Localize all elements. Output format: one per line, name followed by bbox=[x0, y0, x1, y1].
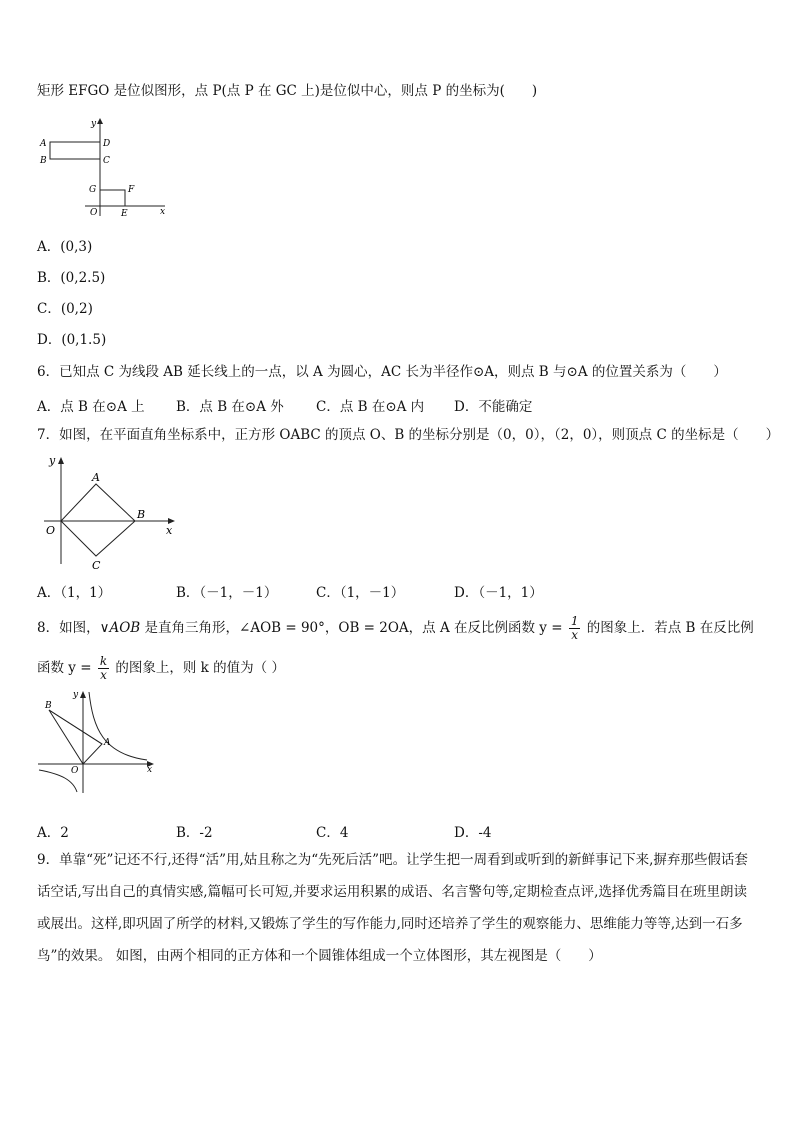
q5-label-e: E bbox=[121, 209, 128, 219]
q5-figure bbox=[35, 116, 175, 220]
q7-figure bbox=[40, 452, 180, 572]
q5-label-c: C bbox=[103, 156, 110, 166]
q7-option-d: D．（－1，1） bbox=[454, 585, 543, 601]
q8-figure bbox=[35, 688, 160, 798]
q8-label-y: y bbox=[73, 690, 79, 700]
q8-stem-part-a: 8．如图， bbox=[37, 620, 100, 636]
q5-label-g: G bbox=[89, 185, 97, 195]
q5-option-d: D．(0,1.5) bbox=[37, 332, 107, 348]
q5-option-b: B．(0,2.5) bbox=[37, 270, 106, 286]
q7-label-o: O bbox=[46, 524, 56, 537]
q9-paragraph: 9．单靠“死”记还不行,还得“活”用,姑且称之为“先死后活”吧。让学生把一周看到或听到的新鲜事记下来,摒弃那些假话套话空话,写出自己的真情实感,篇幅可长可短,并要求运用积累的成语、名言警句等,定期检查点评,选择优秀篇目在班里朗读或展出。这样,即巩固了所学的材料,又锻炼了学生的写作能力,同时还培养了学生的观察能力、思维能力等等,达到一石多鸟”的效果。 如图，由两个相同的正方体和一个圆锥体组成一个立体图形，其左视图是（ ） bbox=[37, 852, 748, 964]
q7-label-b: B bbox=[137, 508, 146, 521]
q8-fraction-1-denominator: x bbox=[571, 628, 579, 642]
q8-fraction-2-denominator: x bbox=[100, 668, 107, 682]
q6-option-d: D．不能确定 bbox=[454, 399, 533, 415]
q6-stem: 6．已知点 C 为线段 AB 延长线上的一点，以 A 为圆心，AC 长为半径作⊙A，则点 B 与⊙A 的位置关系为（ ） bbox=[37, 364, 727, 380]
q8-label-o: O bbox=[71, 766, 79, 776]
q8-fraction-1 bbox=[569, 615, 581, 642]
q5-label-f: F bbox=[128, 185, 135, 195]
q7-options bbox=[37, 581, 543, 601]
q5-option-a: A．(0,3) bbox=[37, 239, 93, 255]
q7-label-y: y bbox=[49, 454, 56, 467]
q5-option-c: C．(0,2) bbox=[37, 301, 93, 317]
q5-label-a: A bbox=[40, 139, 47, 149]
q5-stem: 矩形 EFGO 是位似图形，点 P(点 P 在 GC 上)是位似中心，则点 P 的坐标为( ) bbox=[37, 83, 538, 99]
q8-label-x: x bbox=[147, 765, 153, 775]
q8-fraction-2-numerator: k bbox=[99, 654, 108, 668]
q8-fraction-1-numerator: 1 bbox=[570, 614, 579, 628]
q5-label-d: D bbox=[103, 139, 111, 149]
q8-stem-line2 bbox=[37, 650, 285, 686]
q8-stem-part-b: 是直角三角形，∠AOB = 90°，OB = 2OA，点 A 在反比例函数 y = bbox=[140, 620, 567, 636]
q8-option-b: B．-2 bbox=[176, 825, 213, 841]
q7-option-c: C．（1，－1） bbox=[316, 585, 405, 601]
q7-label-x: x bbox=[166, 524, 173, 537]
q8-label-a: A bbox=[104, 738, 111, 748]
q7-label-c: C bbox=[92, 559, 101, 572]
q6-option-a: A．点 B 在⊙A 上 bbox=[37, 399, 145, 415]
q7-option-a: A．（1，1） bbox=[37, 585, 112, 601]
q8-option-a: A．2 bbox=[37, 825, 69, 841]
q7-label-a: A bbox=[92, 471, 100, 484]
q6-option-b: B．点 B 在⊙A 外 bbox=[176, 399, 284, 415]
q6-option-c: C．点 B 在⊙A 内 bbox=[316, 399, 425, 415]
q5-label-x: x bbox=[160, 207, 166, 217]
q5-label-y: y bbox=[91, 119, 97, 129]
q8-triangle: ∨AOB bbox=[99, 620, 141, 636]
q7-stem: 7．如图，在平面直角坐标系中，正方形 OABC 的顶点 O、B 的坐标分别是（0，0），（2，0），则顶点 C 的坐标是（ ） bbox=[37, 427, 780, 443]
q5-label-b: B bbox=[40, 156, 47, 166]
q8-stem-line1 bbox=[37, 610, 754, 646]
q8-stem-part-c: 的图象上．若点 B 在反比例 bbox=[582, 620, 754, 636]
q7-option-b: B．（－1，－1） bbox=[176, 585, 278, 601]
q8-option-d: D．-4 bbox=[454, 825, 492, 841]
q8-fraction-2 bbox=[98, 655, 109, 682]
q8-stem-part-e: 的图象上，则 k 的值为（ ） bbox=[111, 660, 285, 676]
q6-options bbox=[37, 395, 532, 415]
q8-stem-part-d: 函数 y = bbox=[37, 660, 96, 676]
q8-options bbox=[37, 821, 491, 841]
q8-label-b: B bbox=[45, 701, 52, 711]
q5-label-o: O bbox=[90, 208, 98, 218]
q8-option-c: C．4 bbox=[316, 825, 349, 841]
